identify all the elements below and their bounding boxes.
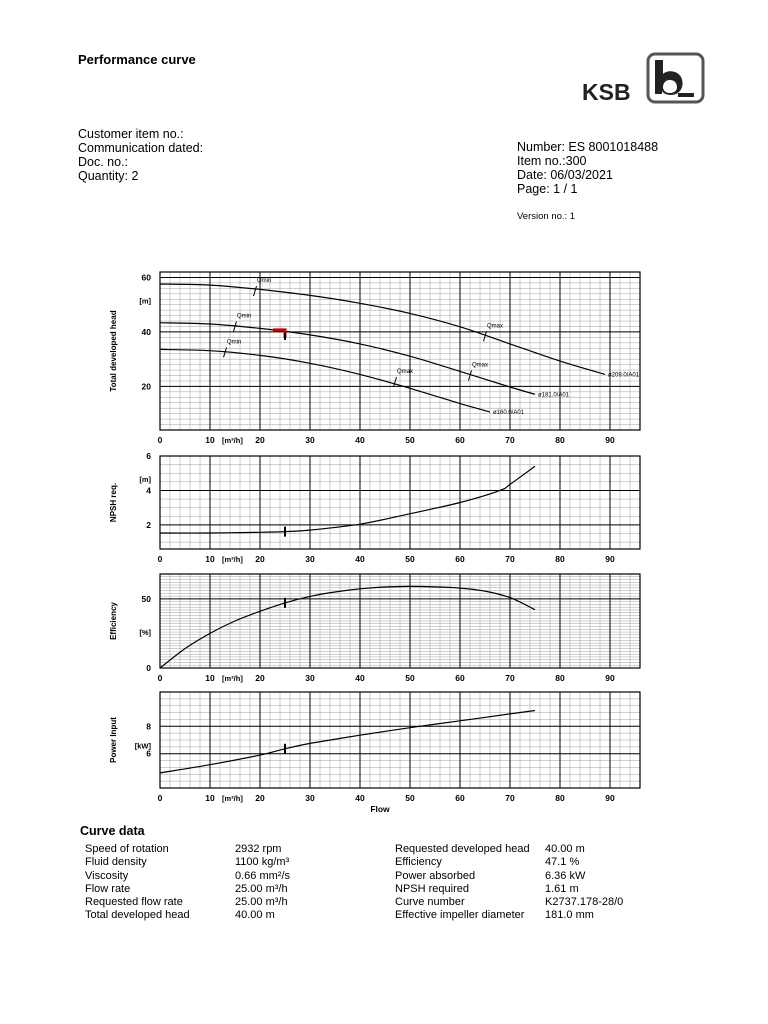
x-tick-label: 70 xyxy=(505,673,515,683)
x-tick-label: 50 xyxy=(405,554,415,564)
y-unit-label: [m] xyxy=(139,475,151,484)
x-unit-label: [m³/h] xyxy=(222,555,243,564)
x-tick-label: 60 xyxy=(455,554,465,564)
x-tick-label: 30 xyxy=(305,435,315,445)
communication-dated: Communication dated: xyxy=(78,141,204,155)
y-axis-title: NPSH req. xyxy=(109,482,118,523)
table-row xyxy=(395,856,623,869)
x-tick-label: 60 xyxy=(455,673,465,683)
q-limit-label: Qmin xyxy=(227,339,242,346)
q-limit-label: Qmax xyxy=(397,369,414,376)
table-row xyxy=(395,870,623,883)
param-label: Fluid density xyxy=(85,856,147,869)
param-label: Requested developed head xyxy=(395,843,530,855)
y-tick-label: 6 xyxy=(146,451,151,461)
x-tick-label: 70 xyxy=(505,435,515,445)
param-value: 1100 kg/m³ xyxy=(235,856,290,869)
x-tick-label: 10 xyxy=(205,435,215,445)
table-row xyxy=(395,896,623,909)
x-unit-label: [m³/h] xyxy=(222,674,243,683)
table-row xyxy=(395,843,623,856)
curve-data-title: Curve data xyxy=(80,824,145,838)
param-value: 25.00 m³/h xyxy=(235,882,288,895)
curve-data-table-left xyxy=(85,843,290,923)
y-tick-label: 50 xyxy=(141,593,151,604)
y-tick-label: 20 xyxy=(141,381,151,392)
x-unit-label: [m³/h] xyxy=(222,436,243,445)
q-limit-marker xyxy=(484,331,487,341)
document-number: Number: ES 8001018488 xyxy=(517,140,659,154)
param-label: Flow rate xyxy=(85,882,131,895)
x-tick-label: 70 xyxy=(505,793,515,803)
table-row xyxy=(85,896,290,909)
x-tick-label: 30 xyxy=(305,673,315,683)
curve-data-table-right xyxy=(395,843,623,923)
param-value: 40.00 m xyxy=(235,909,275,922)
x-tick-label: 80 xyxy=(555,435,565,445)
y-unit-label: [kW] xyxy=(134,741,151,751)
x-unit-label: [m³/h] xyxy=(222,794,243,803)
param-value: 25.00 m³/h xyxy=(235,896,288,909)
x-tick-label: 70 xyxy=(505,554,515,564)
item-number: Item no.:300 xyxy=(517,154,587,168)
x-tick-label: 30 xyxy=(305,793,315,803)
duty-point-marker xyxy=(273,330,285,338)
curve-diameter-label: ø209.0/A01 xyxy=(608,372,640,379)
table-row xyxy=(85,870,290,883)
q-limit-marker xyxy=(254,286,257,296)
x-tick-label: 0 xyxy=(157,554,163,564)
x-tick-label: 40 xyxy=(355,435,365,445)
table-row xyxy=(85,856,290,869)
x-tick-label: 20 xyxy=(255,554,265,564)
y-unit-label: [%] xyxy=(139,627,151,637)
x-tick-label: 40 xyxy=(355,554,365,564)
param-label: Viscosity xyxy=(85,869,129,882)
param-label: Curve number xyxy=(395,896,465,909)
quantity: Quantity: 2 xyxy=(78,169,139,183)
table-row xyxy=(395,909,623,922)
param-label: Effective impeller diameter xyxy=(395,909,525,922)
x-tick-label: 80 xyxy=(555,793,565,803)
param-value: 47.1 % xyxy=(545,856,580,869)
table-row xyxy=(395,883,623,896)
x-tick-label: 50 xyxy=(405,673,415,683)
page-title: Performance curve xyxy=(78,52,196,67)
table-row xyxy=(85,883,290,896)
q-limit-label: Qmin xyxy=(237,313,252,320)
x-tick-label: 30 xyxy=(305,554,315,564)
q-limit-marker xyxy=(394,377,397,387)
param-label: Requested flow rate xyxy=(85,896,183,909)
y-tick-label: 8 xyxy=(146,721,151,732)
q-limit-label: Qmin xyxy=(257,278,272,285)
x-tick-label: 10 xyxy=(205,673,215,683)
x-axis-title: Flow xyxy=(370,804,390,814)
q-limit-label: Qmax xyxy=(472,362,489,369)
x-tick-label: 90 xyxy=(605,793,615,803)
x-tick-label: 90 xyxy=(605,554,615,564)
x-tick-label: 80 xyxy=(555,554,565,564)
param-value: 1.61 m xyxy=(545,882,579,895)
x-tick-label: 20 xyxy=(255,435,265,445)
x-tick-label: 0 xyxy=(157,673,163,683)
doc-no: Doc. no.: xyxy=(78,155,129,169)
curve-line xyxy=(160,284,605,374)
x-tick-label: 40 xyxy=(355,673,365,683)
x-tick-label: 60 xyxy=(455,793,465,803)
param-label: Total developed head xyxy=(85,909,190,922)
param-value: 40.00 m xyxy=(545,843,585,855)
y-tick-label: 6 xyxy=(146,748,151,759)
param-value: 6.36 kW xyxy=(545,869,586,882)
param-label: Speed of rotation xyxy=(85,843,169,855)
x-tick-label: 0 xyxy=(157,435,163,445)
param-label: NPSH required xyxy=(395,882,469,895)
table-row xyxy=(85,843,290,856)
param-value: 181.0 mm xyxy=(545,909,594,922)
x-tick-label: 50 xyxy=(405,793,415,803)
table-row xyxy=(85,909,290,922)
logo-text: KSB xyxy=(582,79,631,104)
page-number: Page: 1 / 1 xyxy=(517,182,578,196)
x-tick-label: 10 xyxy=(205,554,215,564)
y-tick-label: 4 xyxy=(146,485,151,496)
y-axis-title: Efficiency xyxy=(109,602,118,640)
customer-item-no: Customer item no.: xyxy=(78,127,184,141)
x-tick-label: 20 xyxy=(255,793,265,803)
x-tick-label: 90 xyxy=(605,435,615,445)
curve-line xyxy=(160,711,535,773)
param-label: Efficiency xyxy=(395,856,442,869)
param-value: K2737.178-28/0 xyxy=(545,896,624,909)
y-axis-title: Total developed head xyxy=(109,310,118,392)
param-value: 2932 rpm xyxy=(235,843,282,855)
y-tick-label: 60 xyxy=(141,272,151,283)
document-date: Date: 06/03/2021 xyxy=(517,168,613,182)
version-number: Version no.: 1 xyxy=(517,211,576,222)
x-tick-label: 0 xyxy=(157,793,163,803)
curve-line xyxy=(160,466,535,533)
curve-diameter-label: ø160.0/A01 xyxy=(493,410,525,417)
y-tick-label: 0 xyxy=(146,663,151,673)
y-unit-label: [m] xyxy=(139,296,151,306)
x-tick-label: 90 xyxy=(605,673,615,683)
x-tick-label: 20 xyxy=(255,673,265,683)
param-label: Power absorbed xyxy=(395,869,476,882)
x-tick-label: 10 xyxy=(205,793,215,803)
y-axis-title: Power Input xyxy=(109,717,118,763)
x-tick-label: 80 xyxy=(555,673,565,683)
q-limit-label: Qmax xyxy=(487,323,504,330)
x-tick-label: 60 xyxy=(455,435,465,445)
y-tick-label: 2 xyxy=(146,519,151,530)
curve-diameter-label: ø181.0/A01 xyxy=(538,392,570,399)
param-value: 0.66 mm²/s xyxy=(235,869,291,882)
y-tick-label: 40 xyxy=(141,326,151,337)
x-tick-label: 50 xyxy=(405,435,415,445)
x-tick-label: 40 xyxy=(355,793,365,803)
